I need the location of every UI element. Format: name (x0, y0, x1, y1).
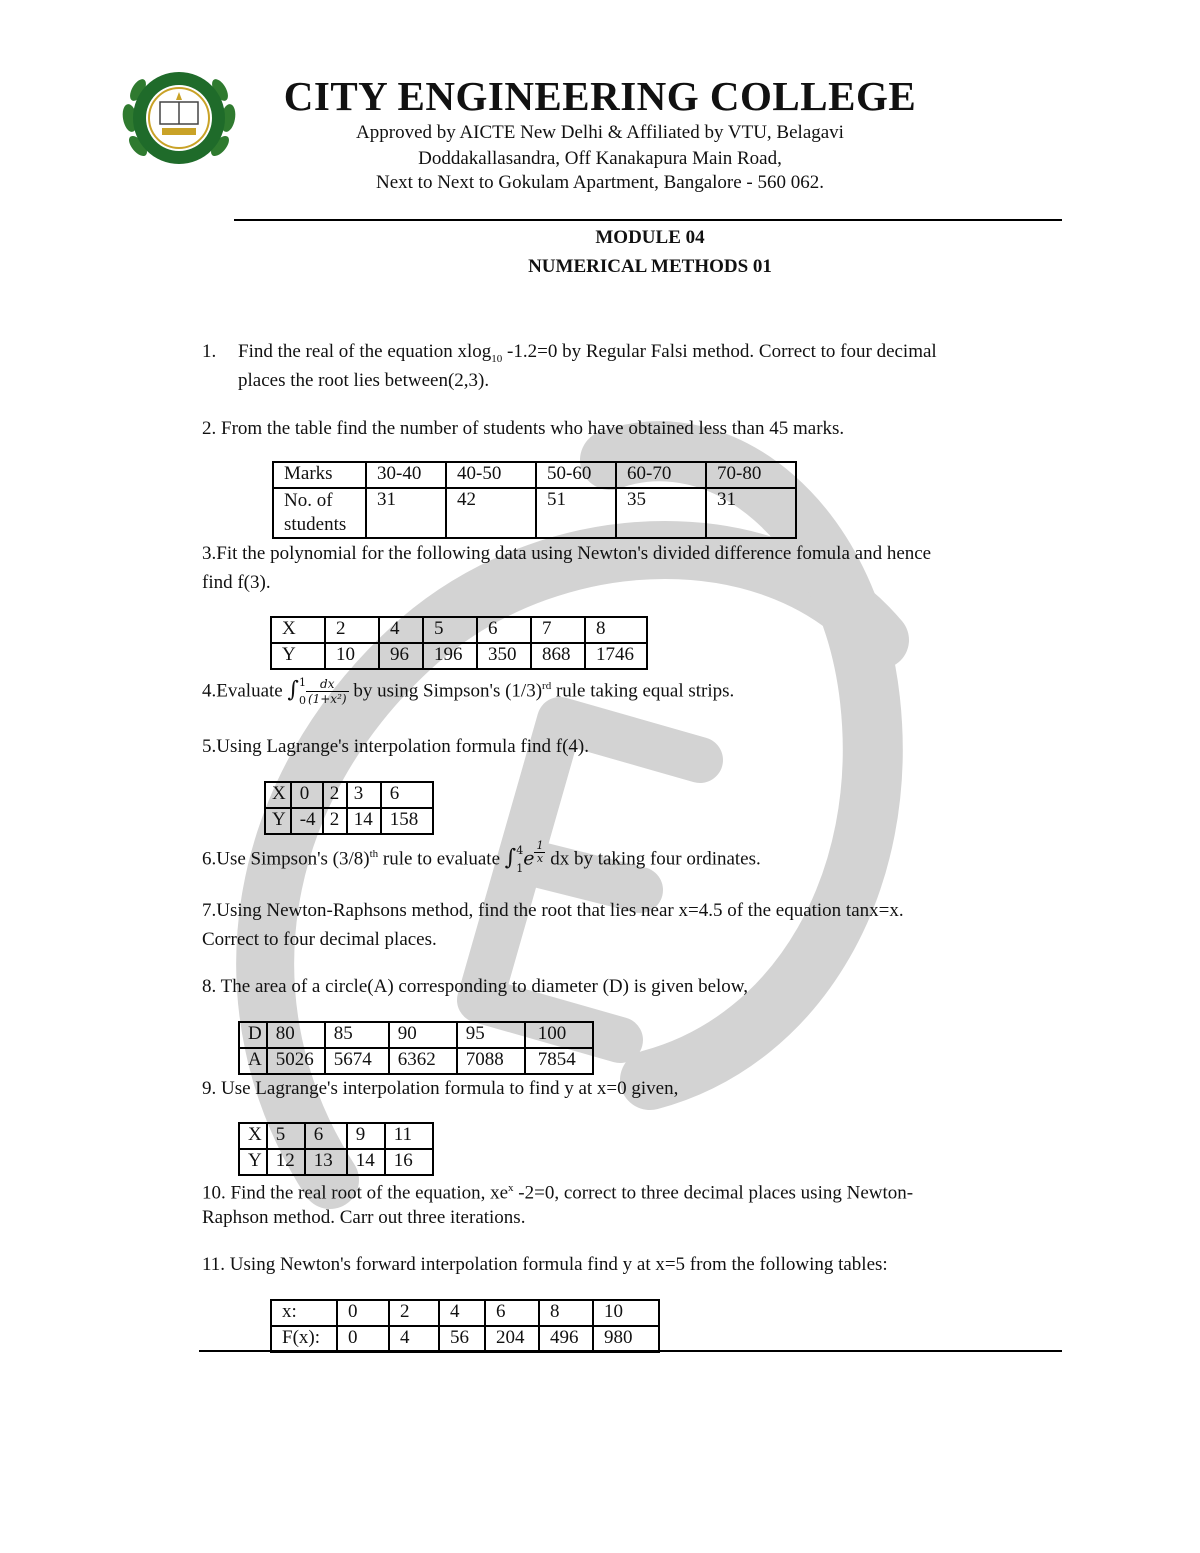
table-cell: 350 (477, 643, 531, 669)
table-cell: 2 (323, 808, 347, 834)
table-cell: 31 (706, 488, 796, 538)
table-cell: X (271, 617, 325, 643)
table-lagrange-f4 (264, 781, 434, 835)
header-divider (234, 219, 1062, 221)
college-logo (116, 58, 242, 178)
table-cell: D (239, 1022, 267, 1048)
address-line-1: Approved by AICTE New Delhi & Affiliated by VTU, Belagavi (356, 122, 844, 143)
table-cell: 6 (381, 782, 433, 808)
table-cell: 4 (389, 1326, 439, 1352)
table-cell: 95 (457, 1022, 525, 1048)
table-cell: F(x): (271, 1326, 337, 1352)
table-cell: 0 (337, 1300, 389, 1326)
question-10-line-2: Raphson method. Carr out three iterations. (202, 1207, 526, 1228)
table-cell: 2 (325, 617, 379, 643)
table-cell: 5026 (267, 1048, 325, 1074)
table-row (271, 1300, 659, 1326)
table-cell: 4 (439, 1300, 485, 1326)
table-row (271, 643, 647, 669)
table-cell: 85 (325, 1022, 389, 1048)
table-cell: 10 (593, 1300, 659, 1326)
table-cell: 100 (525, 1022, 593, 1048)
table-cell: 14 (347, 1149, 385, 1175)
question-9: 9. Use Lagrange's interpolation formula to find y at x=0 given, (202, 1078, 679, 1099)
table-cell: 7 (531, 617, 585, 643)
college-name: CITY ENGINEERING COLLEGE (283, 73, 917, 119)
module-title: MODULE 04 (595, 227, 705, 248)
table-cell: 10 (325, 643, 379, 669)
table-cell: 7854 (525, 1048, 593, 1074)
table-cell: 12 (267, 1149, 305, 1175)
question-7-line-2: Correct to four decimal places. (202, 929, 437, 950)
table-cell: 56 (439, 1326, 485, 1352)
table-cell: 1746 (585, 643, 647, 669)
table-cell: 96 (379, 643, 423, 669)
table-newton-divided (270, 616, 648, 670)
table-cell: 40-50 (446, 462, 536, 488)
address-line-3: Next to Next to Gokulam Apartment, Bangalore - 560 062. (376, 172, 824, 193)
question-1-line-2: places the root lies between(2,3). (238, 370, 490, 391)
question-7: 7.Using Newton-Raphsons method, find the root that lies near x=4.5 of the equation tanx=x. (202, 900, 904, 921)
table-cell: 6 (477, 617, 531, 643)
question-3: 3.Fit the polynomial for the following data using Newton's divided difference fomula and hence (202, 543, 932, 564)
table-row (273, 488, 796, 538)
question-1: Find the real of the equation xlog$_{10}$ -1.2=0 by Regular Falsi method. Correct to four decimal (238, 341, 937, 365)
table-row (265, 808, 433, 834)
question-1-number: 1. (202, 341, 217, 362)
table-row (239, 1123, 433, 1149)
table-cell: 204 (485, 1326, 539, 1352)
table-row (265, 782, 433, 808)
table-cell: 70-80 (706, 462, 796, 488)
table-cell: 2 (323, 782, 347, 808)
table-newton-forward (270, 1299, 660, 1353)
question-2: 2. From the table find the number of students who have obtained less than 45 marks. (202, 418, 845, 439)
table-cell: Y (271, 643, 325, 669)
table-cell: 35 (616, 488, 706, 538)
table-cell: 3 (347, 782, 381, 808)
table-cell: 196 (423, 643, 477, 669)
table-cell: 6362 (389, 1048, 457, 1074)
table-row (239, 1149, 433, 1175)
table-marks-students (272, 461, 797, 539)
table-cell: 7088 (457, 1048, 525, 1074)
table-cell: 496 (539, 1326, 593, 1352)
table-cell: X (239, 1123, 267, 1149)
table-cell: Y (239, 1149, 267, 1175)
subject-title: NUMERICAL METHODS 01 (528, 256, 772, 277)
table-cell: 6 (485, 1300, 539, 1326)
table-cell: x: (271, 1300, 337, 1326)
table-cell: 13 (305, 1149, 347, 1175)
table-cell: 31 (366, 488, 446, 538)
table-cell: 11 (385, 1123, 433, 1149)
table-cell: 8 (539, 1300, 593, 1326)
table-cell: 14 (347, 808, 381, 834)
table-row (239, 1022, 593, 1048)
integral-sign: ∫ (504, 845, 517, 871)
table-row (273, 462, 796, 488)
question-10: 10. Find the real root of the equation, $xe^x$ -2=0, correct to three decimal places using Newton- (202, 1182, 914, 1204)
table-cell: No. of students (273, 488, 366, 538)
question-11: 11. Using Newton's forward interpolation formula find y at x=5 from the following tables: (202, 1254, 888, 1275)
table-cell: 4 (379, 617, 423, 643)
table-cell: Marks (273, 462, 366, 488)
table-cell: 50-60 (536, 462, 616, 488)
table-cell: 980 (593, 1326, 659, 1352)
table-cell: 868 (531, 643, 585, 669)
table-row (239, 1048, 593, 1074)
table-lagrange-y0 (238, 1122, 434, 1176)
table-cell: 51 (536, 488, 616, 538)
table-cell: 8 (585, 617, 647, 643)
table-cell: A (239, 1048, 267, 1074)
table-circle-area (238, 1021, 594, 1075)
question-6: 6.Use Simpson's $(3/8)^{th}$ rule to evaluate ∫ 4 1 e $\frac{1}{x}$ dx by taking four ordinates. (202, 839, 761, 875)
table-cell: X (265, 782, 291, 808)
question-3-line-2: find f(3). (202, 572, 271, 593)
table-cell: 0 (291, 782, 323, 808)
question-5: 5.Using Lagrange's interpolation formula find f(4). (202, 736, 590, 757)
table-row (271, 617, 647, 643)
table-cell: 5 (267, 1123, 305, 1149)
integral-sign: ∫ (287, 677, 299, 703)
table-cell: Y (265, 808, 291, 834)
question-4: 4.Evaluate ∫ 1 0 $\frac{dx}{\text{(1+x²)}}$ by using Simpson's $(1/3)^{rd}$ rule taking equal strips. (202, 675, 735, 707)
table-cell: 2 (389, 1300, 439, 1326)
address-line-2: Doddakallasandra, Off Kanakapura Main Road, (418, 148, 782, 169)
table-cell: 5674 (325, 1048, 389, 1074)
table-cell: 16 (385, 1149, 433, 1175)
table-cell: 9 (347, 1123, 385, 1149)
table-cell: 0 (337, 1326, 389, 1352)
table-cell: 6 (305, 1123, 347, 1149)
table-row (271, 1326, 659, 1352)
table-cell: -4 (291, 808, 323, 834)
table-cell: 158 (381, 808, 433, 834)
footer-divider (199, 1350, 1062, 1352)
table-cell: 80 (267, 1022, 325, 1048)
table-cell: 60-70 (616, 462, 706, 488)
question-8: 8. The area of a circle(A) corresponding to diameter (D) is given below, (202, 976, 749, 997)
table-cell: 30-40 (366, 462, 446, 488)
table-cell: 5 (423, 617, 477, 643)
table-cell: 42 (446, 488, 536, 538)
table-cell: 90 (389, 1022, 457, 1048)
